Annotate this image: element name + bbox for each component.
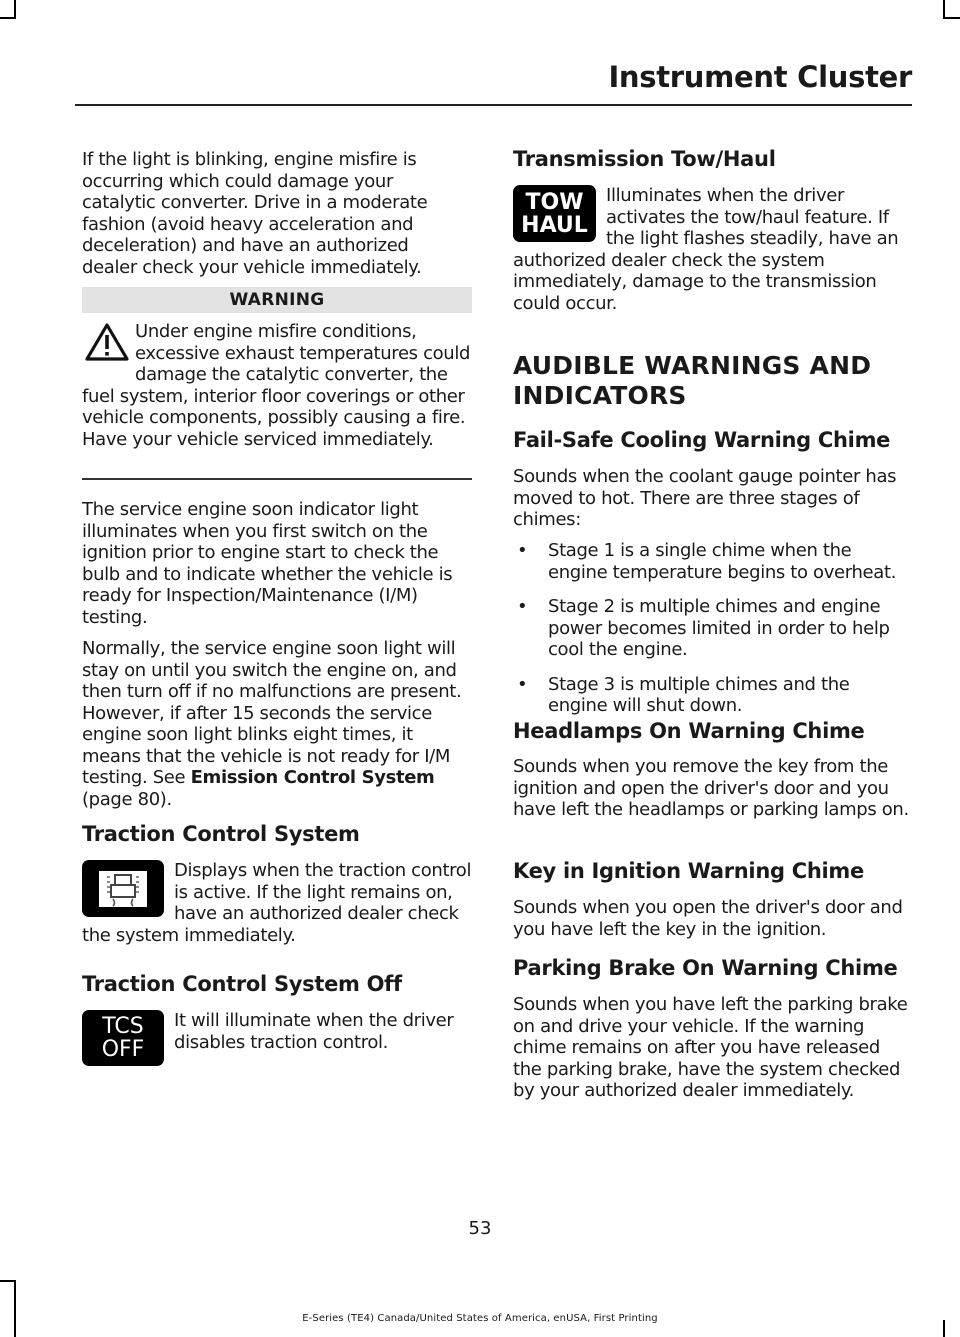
- crop-mark: [943, 0, 945, 18]
- crop-mark: [0, 17, 16, 19]
- tow-haul-heading: Transmission Tow/Haul: [513, 147, 776, 171]
- tcs-off-heading: Traction Control System Off: [82, 972, 402, 996]
- parking-brake-heading: Parking Brake On Warning Chime: [513, 956, 898, 980]
- failsafe-text: Sounds when the coolant gauge pointer has moved to hot. There are three stages of chimes:: [513, 466, 897, 530]
- failsafe-heading: Fail-Safe Cooling Warning Chime: [513, 428, 891, 452]
- key-ignition-text: Sounds when you open the driver's door and you have left the key in the ignition.: [513, 897, 903, 940]
- tcs-text-block: [82, 860, 474, 946]
- crop-mark: [14, 1280, 16, 1337]
- list-item: • Stage 1 is a single chime when the engine temperature begins to overheat.: [513, 540, 909, 583]
- tow-haul-text: Illuminates when the driver activates the tow/haul feature. If the light flashes steadily, have an authorized dealer check the system immediately, damage to the transmission could occur.: [513, 185, 899, 314]
- headlamps-text: Sounds when you remove the key from the ignition and open the driver's door and you have left the headlamps or parking lamps on.: [513, 756, 909, 820]
- tcs-text: Displays when the traction control is active. If the light remains on, have an authorized dealer check the system immediately.: [82, 860, 472, 946]
- warning-text: Under engine misfire conditions, excessive exhaust temperatures could damage the catalytic converter, the fuel system, interior floor coverings or other vehicle components, possibly causing a fire. Have your vehicle serviced immediately.: [82, 321, 471, 450]
- ses-paragraph-2: Normally, the service engine soon light will stay on until you switch the engine on, and then turn off if no malfunctions are present. However, if after 15 seconds the service engine soon light blinks eight times, it means that the vehicle is not ready for I/M testing. See Emission Control System (page 80).: [82, 638, 462, 810]
- parking-brake-text: Sounds when you have left the parking brake on and drive your vehicle. If the warning chime remains on after you have released the parking brake, have the system checked by your authorized dealer immediately.: [513, 994, 908, 1101]
- warning-end-rule: [82, 478, 472, 480]
- failsafe-stage-list: [513, 540, 909, 730]
- ses-paragraph-1: The service engine soon indicator light illuminates when you first switch on the ignition prior to engine start to check the bulb and to indicate whether the vehicle is ready for Inspection/Maintenance (I/M) testing.: [82, 499, 453, 628]
- warning-text-block: [82, 321, 472, 450]
- tcs-off-icon: TCS OFF: [82, 1010, 164, 1066]
- page-number: 53: [468, 1218, 492, 1239]
- edition-footer: E-Series (TE4) Canada/United States of America, enUSA, First Printing: [302, 1313, 658, 1324]
- tcs-heading: Traction Control System: [82, 822, 360, 846]
- misfire-intro: If the light is blinking, engine misfire is occurring which could damage your catalytic converter. Drive in a moderate fashion (avoid heavy acceleration and deceleration) and have an authorized dealer check your vehicle immediately.: [82, 149, 428, 278]
- crop-mark: [14, 0, 16, 18]
- key-ignition-heading: Key in Ignition Warning Chime: [513, 859, 864, 883]
- audible-warnings-heading: AUDIBLE WARNINGS AND INDICATORS: [513, 351, 872, 410]
- headlamps-heading: Headlamps On Warning Chime: [513, 719, 865, 743]
- list-item: • Stage 3 is multiple chimes and the engine will shut down.: [513, 674, 909, 717]
- tcs-off-text: It will illuminate when the driver disables traction control.: [174, 1010, 454, 1053]
- crop-mark: [0, 1280, 16, 1282]
- page-title: Instrument Cluster: [608, 60, 912, 94]
- warning-label: WARNING: [82, 287, 472, 313]
- emission-control-link[interactable]: Emission Control System: [190, 767, 435, 788]
- crop-mark: [943, 17, 960, 19]
- list-item: • Stage 2 is multiple chimes and engine power becomes limited in order to help cool the engine.: [513, 596, 909, 661]
- header-divider: [75, 104, 912, 106]
- tow-haul-icon: TOW HAUL: [513, 185, 596, 242]
- tow-haul-text-block: [513, 185, 909, 314]
